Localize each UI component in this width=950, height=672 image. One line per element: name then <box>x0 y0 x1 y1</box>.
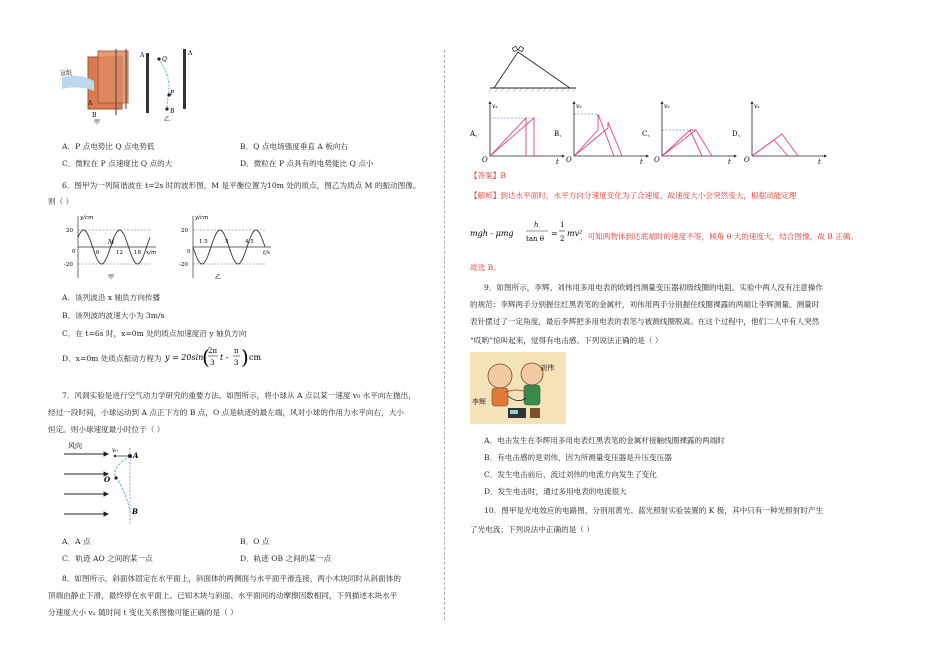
q6-graph-jia <box>60 212 160 282</box>
svg-text:y = 20sin: y = 20sin <box>165 353 204 362</box>
q8-graph-d <box>730 100 828 166</box>
svg-text:t: t <box>728 158 731 166</box>
q7-figure <box>60 440 160 530</box>
q5-option-d[interactable]: D．微粒在 P 点具有的电势能比 Q 点小 <box>240 159 374 168</box>
svg-text:D、: D、 <box>732 130 745 138</box>
svg-text:M: M <box>108 239 115 246</box>
q9-stem-3: 表针摆过了一定角度，最后李辉把多用电表的表笔与被测线圈脱离。在这个过程中，他们二人中有人突然 <box>470 317 820 326</box>
q8-stem-2: 顶端由静止下滑，最终停在水平面上。已知木块与斜面、水平面间的动摩擦因数相同，下列描述木块水平 <box>48 591 398 600</box>
svg-text:-20: -20 <box>179 262 188 268</box>
q5-option-b[interactable]: B．Q 点电场强度垂直 A 板向右 <box>240 142 349 151</box>
svg-text:cm: cm <box>249 353 262 362</box>
q7-option-c[interactable]: C．轨迹 AO 之间的某一点 <box>62 554 153 563</box>
svg-text:1: 1 <box>560 221 565 229</box>
svg-text:vₓ: vₓ <box>576 103 582 110</box>
svg-text:4.5: 4.5 <box>245 239 254 245</box>
plate-b <box>98 51 128 103</box>
q6-option-d[interactable]: D．x=0m 处质点振动方程为 <box>62 354 162 363</box>
svg-text:t: t <box>818 158 821 166</box>
svg-text:1.5: 1.5 <box>199 239 208 245</box>
q7-stem-2: 经过一段时间，小球运动到 A 点正下方的 B 点，O 点是轨迹的最左端，风对小球的作用力水平向右，大小 <box>48 408 404 417</box>
q7-stem-3: 恒定。则小球速度最小时位于（ ） <box>48 425 165 434</box>
svg-text:C、: C、 <box>642 130 655 138</box>
svg-text:刘伟: 刘伟 <box>540 364 554 372</box>
svg-text:A: A <box>133 451 139 460</box>
svg-text:O: O <box>654 156 660 164</box>
svg-text:0: 0 <box>72 249 76 255</box>
svg-text:A、: A、 <box>470 130 483 138</box>
svg-text:O: O <box>482 156 488 164</box>
q9-stem-1: 9．如图所示，李辉、刘伟用多用电表的欧姆挡测量变压器初级线圈的电阻。实验中两人没有注意操作 <box>484 283 823 292</box>
q8-conclusion: 故选 B。 <box>470 263 501 272</box>
svg-text:vₓ: vₓ <box>664 103 670 110</box>
svg-text:mgh - μmg: mgh - μmg <box>470 229 514 238</box>
svg-text:3: 3 <box>234 359 239 367</box>
label-A: A <box>88 100 93 107</box>
svg-text:风向: 风向 <box>68 442 82 450</box>
svg-text:12: 12 <box>116 250 123 256</box>
q6-stem: 6．图甲为一列简谐波在 t=2s 时的波形图，M 是平衡位置为10m 处的质点，图乙为质点 M 的振动图像。 <box>62 181 421 190</box>
q5-option-a[interactable]: A．P 点电势比 Q 点电势低 <box>62 142 155 151</box>
q9-option-c[interactable]: C．发生电击前后，流过刘伟的电流方向发生了变化 <box>484 470 657 479</box>
svg-text:v₀: v₀ <box>112 447 118 454</box>
q7-stem-1: 7．风洞实验是进行空气动力学研究的重要方法。如图所示，将小球从 A 点以某一速度 v₀ 水平向左抛出， <box>62 391 416 400</box>
transformer-icon <box>530 408 540 418</box>
q6-option-b[interactable]: B．该列波的波速大小为 3m/s <box>62 311 165 320</box>
q8-incline-figure <box>488 44 578 96</box>
q7-option-a[interactable]: A．A 点 <box>62 537 91 546</box>
q5-figure <box>60 45 210 125</box>
svg-text:B、: B、 <box>554 130 567 138</box>
incline-body <box>494 52 570 88</box>
svg-text:A: A <box>140 52 145 59</box>
svg-text:O: O <box>104 475 111 484</box>
svg-text:-20: -20 <box>64 262 73 268</box>
q8-analysis-cont: ，可知两物体到达底端时的速度不等，倾角 θ 大的速度大，结合图像，故 B 正确。 <box>580 232 858 241</box>
svg-text:x/m: x/m <box>146 250 157 256</box>
svg-text:甲: 甲 <box>108 274 115 281</box>
svg-text:t -: t - <box>220 353 229 362</box>
q7-option-b[interactable]: B．O 点 <box>240 537 270 546</box>
svg-text:3: 3 <box>210 359 215 367</box>
svg-text:3: 3 <box>225 239 229 245</box>
svg-text:=: = <box>551 229 558 238</box>
label-paper: 宣纸 <box>60 70 73 77</box>
svg-text:y/cm: y/cm <box>80 215 94 221</box>
svg-text:A: A <box>188 50 193 57</box>
column-divider <box>444 50 445 620</box>
svg-text:18: 18 <box>134 250 141 256</box>
q6-option-c[interactable]: C．在 t=6s 时，x=0m 处的质点加速度沿 y 轴负方向 <box>62 329 247 338</box>
q7-option-d[interactable]: D．轨迹 OB 之间的某一点 <box>240 554 332 563</box>
q9-option-a[interactable]: A．电击发生在李辉用多用电表红黑表笔的金属杆接触线圈裸露的两端时 <box>484 436 725 445</box>
svg-text:B: B <box>170 108 175 115</box>
q8-graph-c <box>640 100 738 166</box>
q6-option-d-equation <box>165 340 275 374</box>
q6-stem-2: 则（ ） <box>48 197 74 206</box>
svg-text:π: π <box>234 347 239 355</box>
svg-text:乙: 乙 <box>215 274 222 281</box>
q9-option-d[interactable]: D．发生电击时，通过多用电表的电流很大 <box>484 487 627 496</box>
q10-stem-2: 了光电流；下列说法中正确的是（ ） <box>470 525 594 534</box>
q6-option-a[interactable]: A．该列波沿 x 轴负方向传播 <box>62 293 161 302</box>
q8-graph-b <box>552 100 650 166</box>
svg-text:6: 6 <box>96 250 100 256</box>
label-jia: 甲 <box>94 119 101 126</box>
q8-analysis-equation <box>470 216 583 248</box>
q9-option-b[interactable]: B．有电击感的是刘伟，因为所测量变压器是升压变压器 <box>484 453 672 462</box>
q8-stem-3: 分速度大小 vₓ 随时间 t 变化关系图像可能正确的是（ ） <box>48 608 238 617</box>
svg-text:(: ( <box>202 345 210 369</box>
svg-text:Q: Q <box>162 56 167 63</box>
svg-text:O: O <box>566 156 572 164</box>
svg-text:B: B <box>132 507 138 516</box>
svg-text:h: h <box>534 221 539 229</box>
svg-text:P: P <box>170 90 175 97</box>
q8-analysis: 【解析】到达水平面时，水平方向分速度变化为了合速度，故速度大小会突然变大，根据动能定理 <box>470 191 797 200</box>
q9-figure <box>470 352 566 424</box>
svg-text:t/s: t/s <box>263 250 270 256</box>
svg-text:t: t <box>640 158 643 166</box>
svg-text:乙: 乙 <box>164 116 171 123</box>
li-hui-head <box>488 364 512 388</box>
svg-text:t: t <box>556 158 559 166</box>
q10-stem-1: 10．图甲是光电效应的电路图，分别用黄光、蓝光照射实验装置的 K 极，其中只有一种光照射时产生 <box>484 506 824 515</box>
q8-stem-1: 8．如图所示，斜面体固定在水平面上，斜面体的两侧面与水平面平滑连接，两小木块同时从斜面体的 <box>62 574 401 583</box>
svg-text:2: 2 <box>560 235 565 243</box>
svg-text:y/cm: y/cm <box>195 215 209 221</box>
label-B: B <box>92 112 97 119</box>
svg-text:tan θ: tan θ <box>526 235 544 243</box>
svg-text:mv²: mv² <box>567 229 583 238</box>
svg-text:): ) <box>241 345 249 369</box>
svg-text:vₓ: vₓ <box>492 103 498 110</box>
svg-text:20: 20 <box>66 228 73 234</box>
q9-stem-4: “哎哟”惊叫起来，觉得有电击感。下列说法正确的是（ ） <box>470 336 663 345</box>
svg-text:2π: 2π <box>208 347 218 355</box>
trajectory <box>158 59 169 109</box>
q5-option-c[interactable]: C．微粒在 P 点速度比 Q 点的大 <box>62 159 173 168</box>
q6-graph-yi <box>175 212 275 282</box>
ball-trajectory <box>115 456 130 512</box>
svg-text:vₓ: vₓ <box>754 103 760 110</box>
svg-text:20: 20 <box>181 228 188 234</box>
svg-text:O: O <box>744 156 750 164</box>
q9-stem-2: 的规范：李辉两手分别握住红黑表笔的金属杆，刘伟用两手分别握住线圈裸露的两端让李辉测量。测量时 <box>470 300 820 309</box>
svg-text:李辉: 李辉 <box>472 398 486 406</box>
q8-answer: 【答案】B <box>470 171 506 180</box>
svg-text:0: 0 <box>187 249 191 255</box>
